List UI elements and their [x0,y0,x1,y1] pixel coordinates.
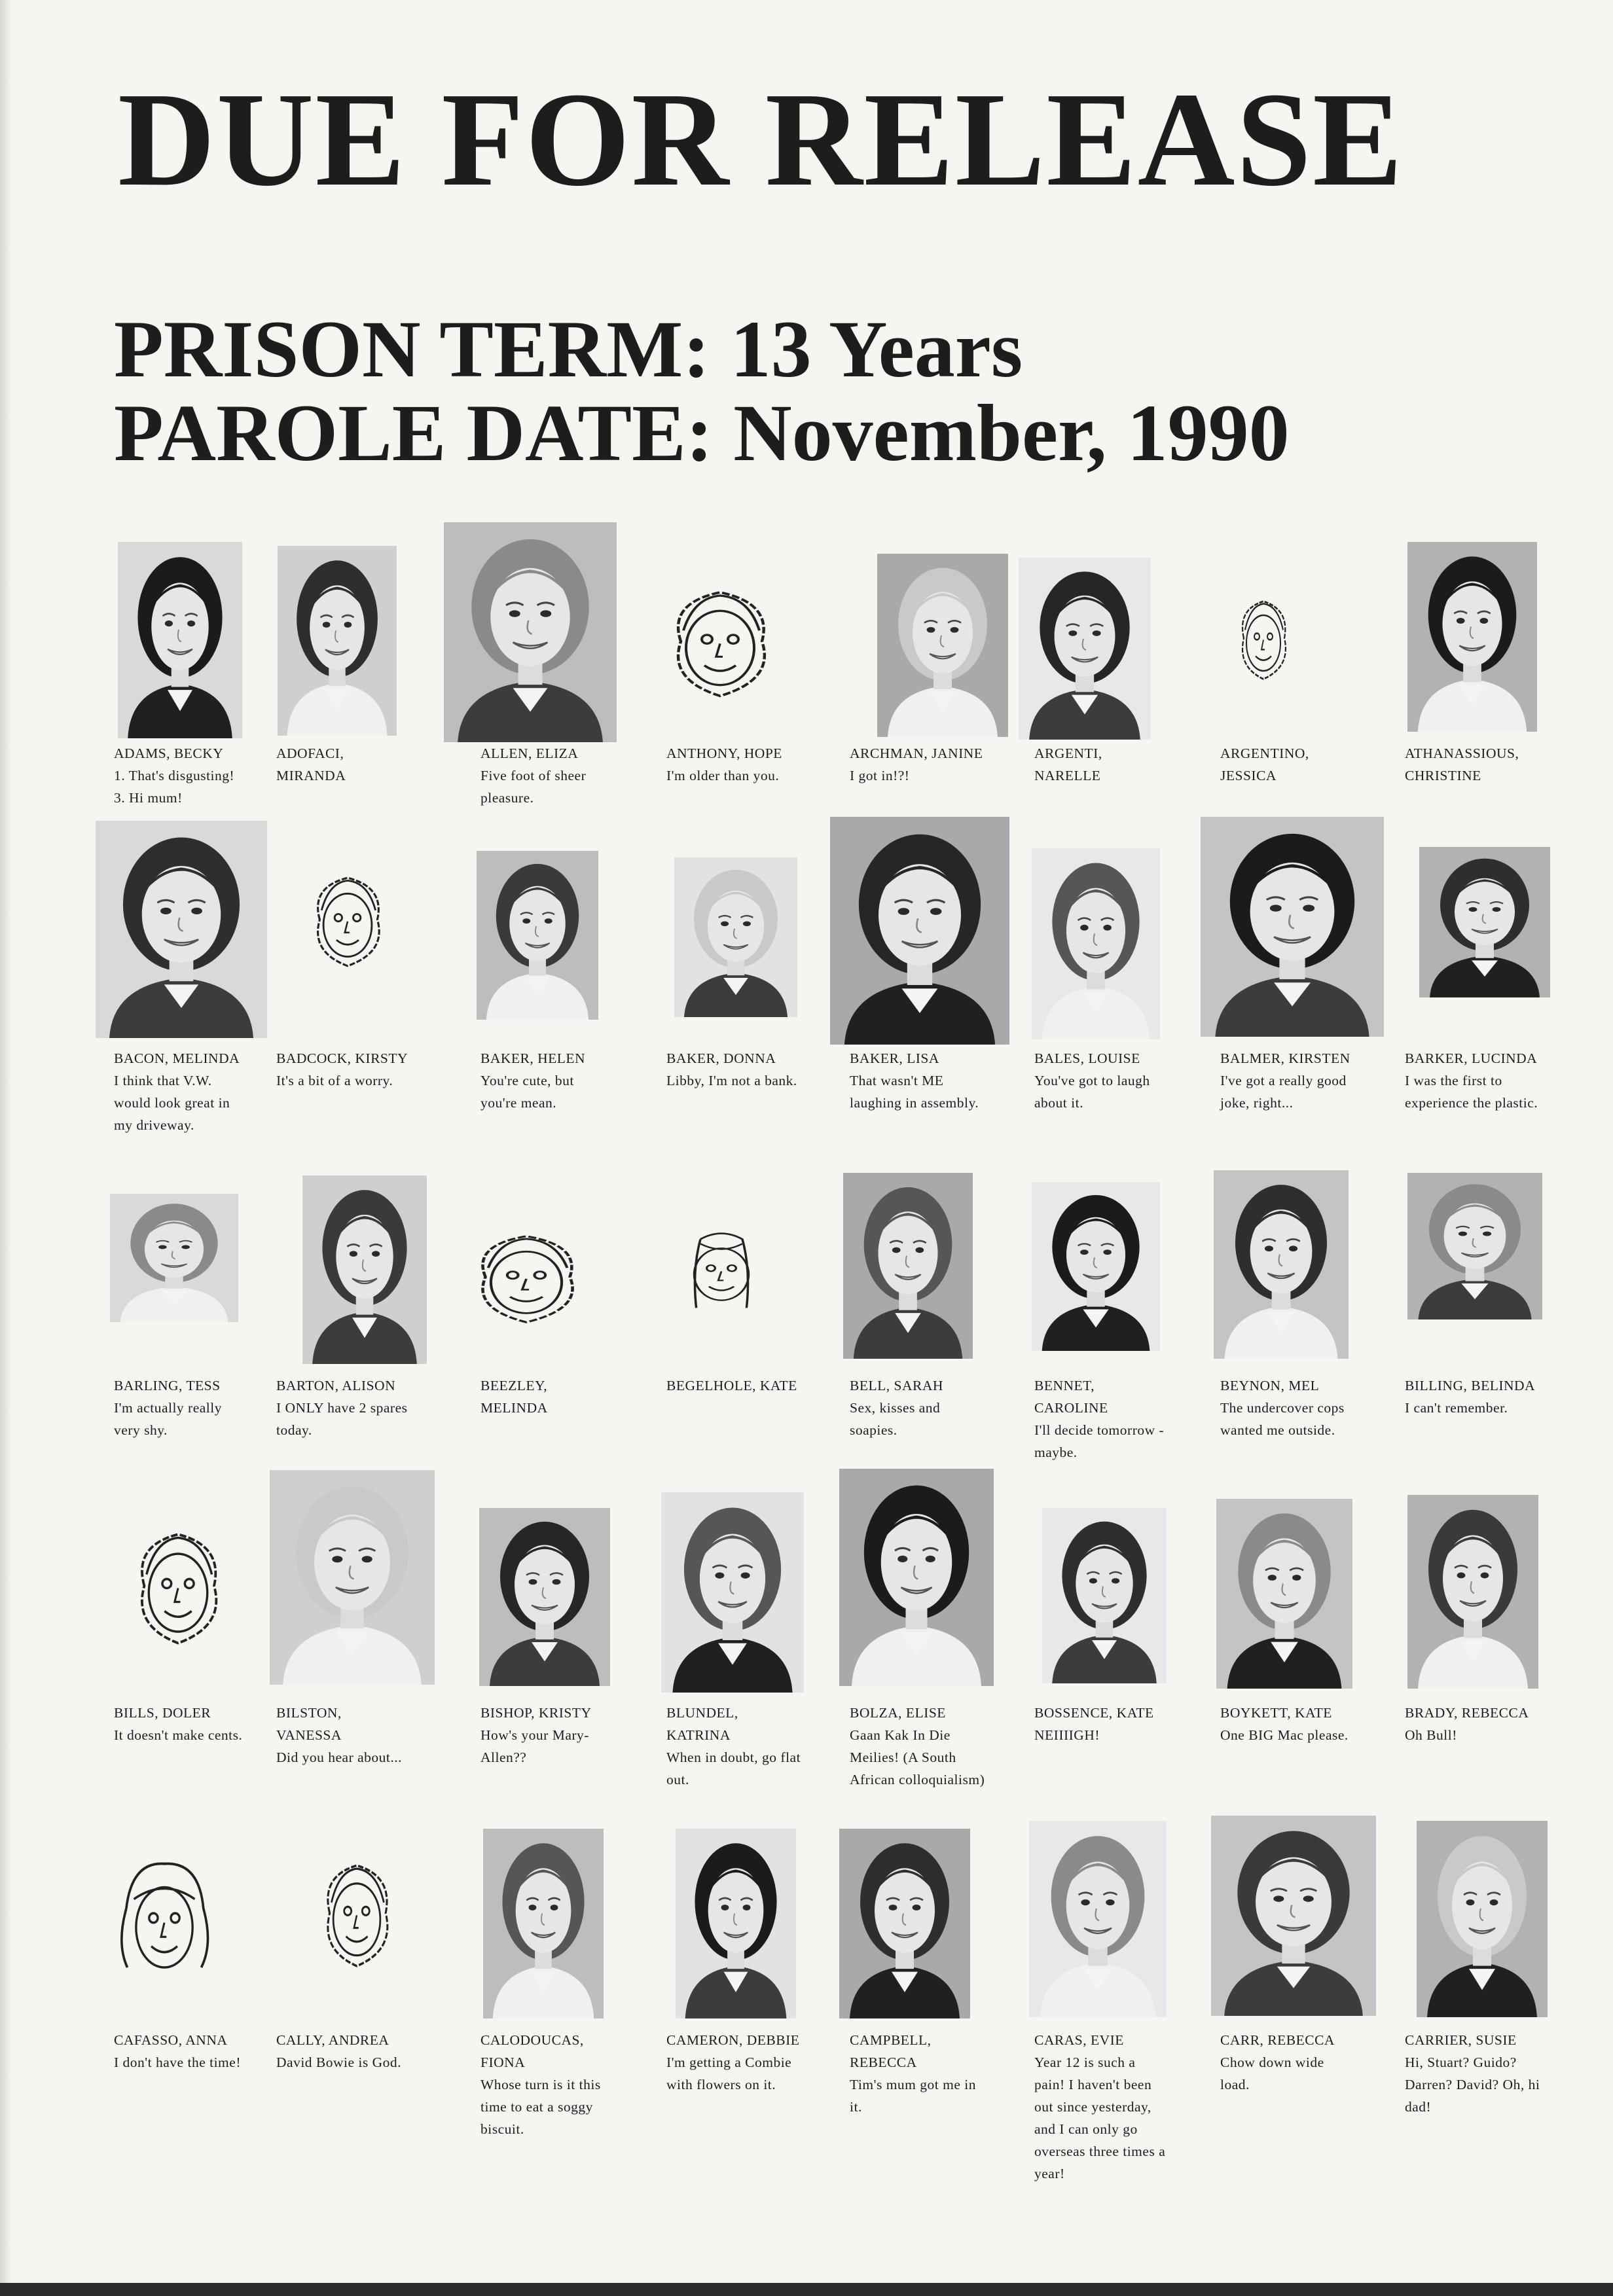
student-caption-athanassious-christine [1405,742,1582,787]
student-quote: Did you hear about... [276,1749,403,1765]
face-sketch-icon [458,1223,594,1331]
student-photo [674,857,797,1017]
student-quote: That wasn't ME laughing in assembly. [850,1073,979,1111]
student-caption-bales-louise [1034,1047,1211,1114]
student-photo [1417,1821,1548,2017]
student-photo [1216,1499,1352,1689]
student-name: BACON, MELINDA [114,1050,240,1066]
student-caption-argenti-narelle [1034,742,1211,787]
student-name: BELL, SARAH [850,1378,943,1393]
student-photo [118,542,242,738]
student-photo [839,1469,994,1686]
student-photo [1042,1508,1167,1683]
student-caption-barker-lucinda [1405,1047,1582,1114]
student-caption-carrier-susie [1405,2029,1582,2118]
student-caption-boykett-kate [1220,1702,1397,1746]
student-photo [96,821,267,1038]
student-name: BEYNON, MEL [1220,1378,1320,1393]
student-name: BENNET, CAROLINE [1034,1378,1108,1416]
student-caption-bennet-caroline [1034,1374,1211,1463]
student-photo [1211,1816,1376,2016]
student-name: BEEZLEY, MELINDA [480,1378,548,1416]
student-quote: NEIIIIGH! [1034,1727,1100,1743]
student-caption-calodoucas-fiona [480,2029,657,2140]
student-quote: Tim's mum got me in it. [850,2077,976,2115]
student-name: BAKER, LISA [850,1050,939,1066]
student-photo [479,1508,610,1686]
student-quote: I'll decide tomorrow - maybe. [1034,1422,1165,1460]
student-name: ANTHONY, HOPE [666,745,782,761]
scan-edge [0,2283,1613,2296]
student-quote: How's your Mary- Allen?? [480,1727,589,1765]
student-quote: Sex, kisses and soapies. [850,1400,941,1438]
face-sketch-icon [1231,589,1296,687]
student-quote: You've got to laugh about it. [1034,1073,1150,1111]
student-quote: I can't remember. [1405,1400,1508,1416]
student-quote: I got in!?! [850,768,910,783]
student-name: BILLS, DOLER [114,1705,211,1721]
student-name: CAFASSO, ANNA [114,2032,228,2048]
student-name: BOSSENCE, KATE [1034,1705,1154,1721]
student-photo [110,1194,238,1322]
student-caption-archman-janine [850,742,1026,787]
student-caption-caras-evie [1034,2029,1211,2185]
student-name: BADCOCK, KIRSTY [276,1050,408,1066]
page-gutter [0,0,12,2296]
student-photo [302,1175,427,1364]
student-caption-brady-rebecca [1405,1702,1582,1746]
student-quote: I'm actually really very shy. [114,1400,222,1438]
student-name: CARAS, EVIE [1034,2032,1124,2048]
student-caption-badcock-kirsty [276,1047,453,1092]
student-quote: David Bowie is God. [276,2054,402,2070]
student-name: BRADY, REBECCA [1405,1705,1529,1721]
student-quote: The undercover cops wanted me outside. [1220,1400,1345,1438]
student-caption-cally-andrea [276,2029,453,2073]
student-photo [1201,817,1384,1037]
student-caption-baker-lisa [850,1047,1026,1114]
student-photo [477,851,598,1020]
student-name: BILLING, BELINDA [1405,1378,1536,1393]
student-photo [278,546,397,736]
student-quote: You're cute, but you're mean. [480,1073,574,1111]
student-quote: I've got a really good joke, right... [1220,1073,1347,1111]
student-caption-allen-eliza [480,742,657,809]
student-caption-barton-alison [276,1374,453,1441]
student-caption-beezley-melinda [480,1374,657,1419]
student-name: BALES, LOUISE [1034,1050,1140,1066]
student-quote: I think that V.W. would look great in my driveway. [114,1073,230,1133]
student-name: BEGELHOLE, KATE [666,1378,797,1393]
student-caption-cameron-debbie [666,2029,843,2096]
student-quote: Chow down wide load. [1220,2054,1324,2092]
student-name: BALMER, KIRSTEN [1220,1050,1350,1066]
parole-date-heading: PAROLE DATE: November, 1990 [114,388,1290,478]
student-photo [1214,1170,1349,1359]
student-quote: Whose turn is it this time to eat a soggy biscuit. [480,2077,601,2137]
student-quote: When in doubt, go flat out. [666,1749,801,1787]
student-name: BISHOP, KRISTY [480,1705,592,1721]
student-caption-bossence-kate [1034,1702,1211,1746]
student-photo [1419,847,1550,997]
student-name: CAMPBELL, REBECCA [850,2032,932,2070]
student-caption-bell-sarah [850,1374,1026,1441]
student-caption-campbell-rebecca [850,2029,1026,2118]
student-name: BLUNDEL, KATRINA [666,1705,738,1743]
student-name: BARTON, ALISON [276,1378,396,1393]
student-quote: I ONLY have 2 spares today. [276,1400,408,1438]
student-photo [1032,848,1160,1039]
student-photo [843,1173,973,1359]
student-photo [444,522,617,742]
student-caption-bolza-elise [850,1702,1026,1791]
student-name: BOLZA, ELISE [850,1705,946,1721]
student-caption-blundel-katrina [666,1702,843,1791]
student-name: CARR, REBECCA [1220,2032,1335,2048]
student-photo [483,1829,604,2018]
face-sketch-icon [122,1517,234,1655]
student-name: ADAMS, BECKY [114,745,224,761]
student-caption-anthony-hope [666,742,843,787]
student-quote: It doesn't make cents. [114,1727,243,1743]
face-sketch-icon [312,1850,402,1977]
student-caption-baker-donna [666,1047,843,1092]
student-quote: Gaan Kak In Die Meilies! (A South African colloquialism) [850,1727,985,1787]
student-photo [839,1829,970,2018]
student-quote: Hi, Stuart? Guido? Darren? David? Oh, hi dad! [1405,2054,1540,2115]
student-quote: Five foot of sheer pleasure. [480,768,587,806]
student-quote: Year 12 is such a pain! I haven't been out since yesterday, and I can only go overseas three times a year! [1034,2054,1166,2181]
student-quote: I was the first to experience the plastic. [1405,1073,1538,1111]
face-sketch-icon [301,864,394,975]
student-caption-adams-becky [114,742,291,809]
student-name: ARGENTI, NARELLE [1034,745,1102,783]
student-quote: One BIG Mac please. [1220,1727,1349,1743]
student-caption-balmer-kirsten [1220,1047,1397,1114]
student-name: BOYKETT, KATE [1220,1705,1332,1721]
student-caption-carr-rebecca [1220,2029,1397,2096]
student-photo [661,1492,804,1693]
student-name: ARCHMAN, JANINE [850,745,983,761]
student-photo [1029,1821,1167,2017]
student-caption-adofaci-miranda [276,742,453,787]
face-sketch-icon [110,1850,219,1991]
student-name: CALODOUCAS, FIONA [480,2032,584,2070]
student-quote: I don't have the time! [114,2054,241,2070]
student-name: CARRIER, SUSIE [1405,2032,1517,2048]
student-photo [1032,1182,1160,1351]
student-photo [676,1829,796,2018]
student-caption-bills-doler [114,1702,291,1746]
student-caption-beynon-mel [1220,1374,1397,1441]
student-name: CAMERON, DEBBIE [666,2032,800,2048]
student-quote: 1. That's disgusting! 3. Hi mum! [114,768,235,806]
prison-term-heading: PRISON TERM: 13 Years [114,304,1023,394]
student-name: BAKER, HELEN [480,1050,586,1066]
student-photo [1407,1173,1542,1319]
student-photo [1019,558,1151,740]
page-title: DUE FOR RELEASE [118,64,1404,214]
student-quote: Oh Bull! [1405,1727,1457,1743]
student-quote: Libby, I'm not a bank. [666,1073,797,1088]
student-photo [830,817,1009,1045]
student-caption-barling-tess [114,1374,291,1441]
student-caption-billing-belinda [1405,1374,1582,1419]
student-caption-bishop-kristy [480,1702,657,1768]
student-caption-bacon-melinda [114,1047,291,1136]
student-caption-bilston-vanessa [276,1702,453,1768]
student-name: ADOFACI, MIRANDA [276,745,346,783]
student-photo [1407,542,1537,732]
student-name: ALLEN, ELIZA [480,745,579,761]
student-name: BARKER, LUCINDA [1405,1050,1538,1066]
student-name: ATHANASSIOUS, CHRISTINE [1405,745,1519,783]
student-name: CALLY, ANDREA [276,2032,390,2048]
student-caption-cafasso-anna [114,2029,291,2073]
student-caption-argentino-jessica [1220,742,1397,787]
student-name: ARGENTINO, JESSICA [1220,745,1309,783]
student-name: BARLING, TESS [114,1378,221,1393]
student-quote: I'm getting a Combie with flowers on it. [666,2054,792,2092]
student-name: BILSTON, VANESSA [276,1705,342,1743]
student-caption-begelhole-kate [666,1374,843,1397]
student-quote: It's a bit of a worry. [276,1073,393,1088]
face-sketch-icon [655,576,786,707]
student-photo [1407,1495,1538,1689]
face-sketch-icon [669,1224,774,1316]
student-photo [877,554,1008,737]
student-caption-baker-helen [480,1047,657,1114]
student-quote: I'm older than you. [666,768,780,783]
student-name: BAKER, DONNA [666,1050,776,1066]
student-photo [270,1470,435,1685]
